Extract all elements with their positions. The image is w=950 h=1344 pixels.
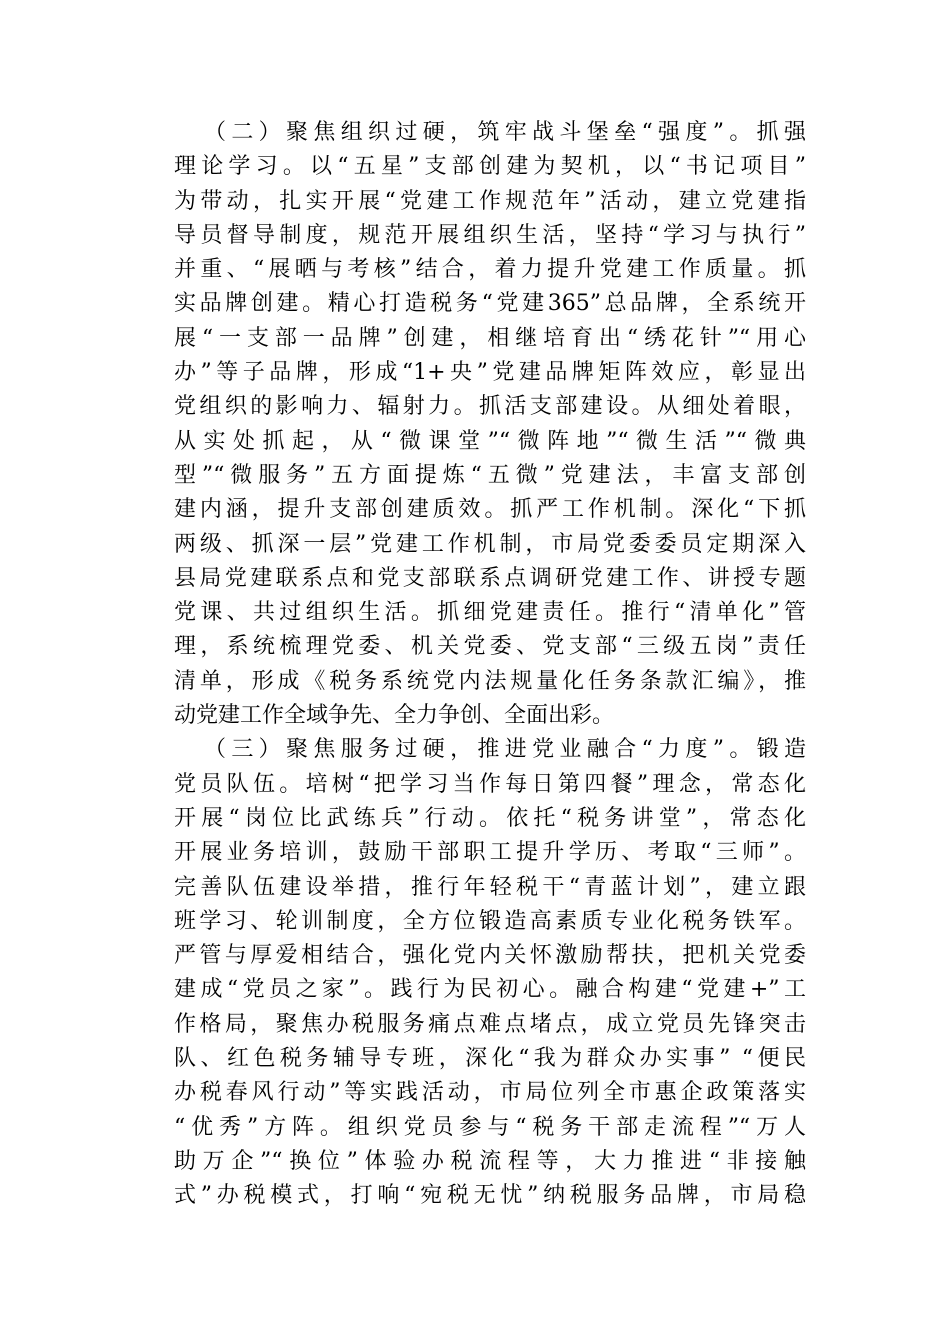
text-line: 建内涵，提升支部创建质效。抓严工作机制。深化“下抓 [174,497,806,523]
text-line: 严管与厚爱相结合，强化党内关怀激励帮扶，把机关党委 [174,943,806,969]
text-line: 党组织的影响力、辐射力。抓活支部建设。从细处着眼， [174,394,806,420]
text-line: 两级、抓深一层”党建工作机制，市局党委委员定期深入 [174,531,806,557]
text-line: 办”等子品牌，形成“1+央”党建品牌矩阵效应，彰显出 [174,360,806,386]
text-line: 从实处抓起，从“微课堂”“微阵地”“微生活”“微典 [174,428,806,454]
text-line: 完善队伍建设举措，推行年轻税干“青蓝计划”，建立跟 [174,874,806,900]
text-line: 班学习、轮训制度，全方位锻造高素质专业化税务铁军。 [174,908,806,934]
text-line: 理，系统梳理党委、机关党委、党支部“三级五岗”责任 [174,634,806,660]
text-line: 开展“岗位比武练兵”行动。依托“税务讲堂”，常态化 [174,805,806,831]
text-line: 县局党建联系点和党支部联系点调研党建工作、讲授专题 [174,565,806,591]
text-line: 为带动，扎实开展“党建工作规范年”活动，建立党建指 [174,188,806,214]
text-line: 党课、共过组织生活。抓细党建责任。推行“清单化”管 [174,600,806,626]
text-line: 队、红色税务辅导专班，深化“我为群众办实事” “便民 [174,1046,806,1072]
text-line: 党员队伍。培树“把学习当作每日第四餐”理念，常态化 [174,771,806,797]
text-line: 式”办税模式，打响“宛税无忧”纳税服务品牌，市局稳 [174,1183,806,1209]
document-body [174,116,806,1214]
text-line: 作格局，聚焦办税服务痛点难点堵点，成立党员先锋突击 [174,1011,806,1037]
text-line: （三）聚焦服务过硬，推进党业融合“力度”。锻造 [204,737,806,763]
text-line: 实品牌创建。精心打造税务“党建365”总品牌，全系统开 [174,291,806,317]
text-line: 型”“微服务”五方面提炼“五微”党建法，丰富支部创 [174,462,806,488]
text-line: 理论学习。以“五星”支部创建为契机，以“书记项目” [174,154,806,180]
text-line: 建成“党员之家”。践行为民初心。融合构建“党建+”工 [174,977,806,1003]
text-line: （二）聚焦组织过硬，筑牢战斗堡垒“强度”。抓强 [204,120,806,145]
text-line: 清单，形成《税务系统党内法规量化任务条款汇编》，推 [174,668,806,694]
text-line: 开展业务培训，鼓励干部职工提升学历、考取“三师”。 [174,840,806,866]
text-line: 展“一支部一品牌”创建，相继培育出“绣花针”“用心 [174,325,806,351]
text-line: 并重、“展晒与考核”结合，着力提升党建工作质量。抓 [174,257,806,283]
text-line: 导员督导制度，规范开展组织生活，坚持“学习与执行” [174,222,806,248]
text-line: “优秀”方阵。组织党员参与“税务干部走流程”“万人 [174,1114,806,1140]
text-line: 助万企”“换位”体验办税流程等，大力推进“非接触 [174,1148,806,1174]
text-line: 动党建工作全域争先、全力争创、全面出彩。 [174,703,615,729]
text-line: 办税春风行动”等实践活动，市局位列全市惠企政策落实 [174,1080,806,1106]
